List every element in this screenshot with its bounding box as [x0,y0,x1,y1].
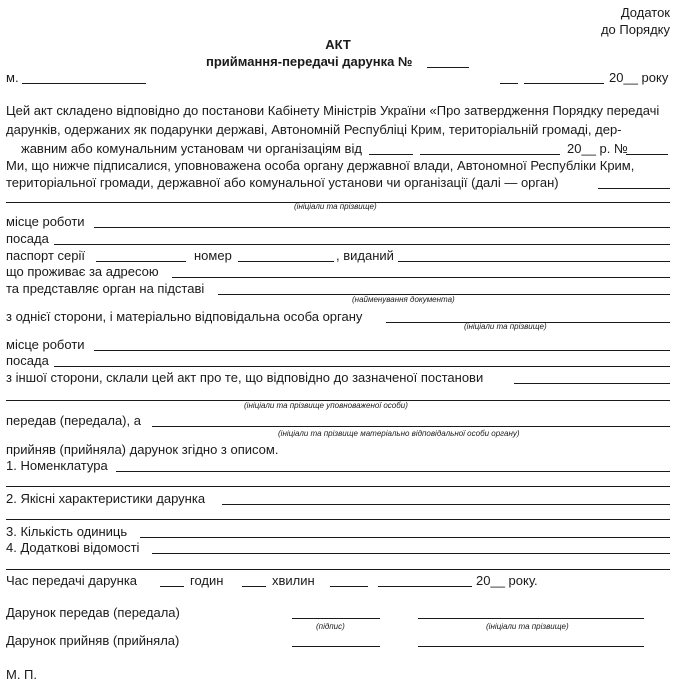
transfer-year: 20__ року. [476,573,538,588]
transfer-month-field[interactable] [378,586,472,587]
document-subtitle: приймання-передачі дарунка № [206,54,413,69]
minutes-label: хвилин [272,573,315,588]
additional-field[interactable] [152,553,670,554]
quality-field-2[interactable] [6,519,670,520]
accepted-by-label: Дарунок прийняв (прийняла) [6,633,180,648]
appendix-line-1: Додаток [620,5,670,20]
other-side-label: з іншої сторони, склали цей акт про те, що відповідно до зазначеної постанови [6,370,484,385]
position-label-2: посада [6,353,49,368]
workplace-label: місце роботи [6,214,85,229]
handed-by-label: Дарунок передав (передала) [6,605,180,620]
issued-label: , виданий [336,248,394,263]
appendix-line-2: до Порядку [600,22,670,37]
one-side-label: з однієї сторони, і матеріально відповідальна особа органу [6,309,363,324]
accepted-label: прийняв (прийняла) дарунок згідно з описом. [6,442,279,457]
residence-label: що проживає за адресою [6,264,159,279]
date-month-field[interactable] [524,83,604,84]
authorized-person-field-a[interactable] [598,188,670,189]
hours-field[interactable] [160,586,184,587]
hours-label: годин [190,573,224,588]
workplace-field-2[interactable] [94,350,670,351]
hint-initials: (ініціали та прізвище) [294,202,377,211]
passport-number-field[interactable] [238,261,334,262]
quality-field[interactable] [222,504,670,505]
act-number-field[interactable] [427,67,469,68]
hint-authorized: (ініціали та прізвище уповноваженої особи) [244,401,408,410]
intro-line-4: Ми, що нижче підписалися, уповноважена особа органу державної влади, Автономної Республіки Крим, [6,158,635,173]
date-year: 20__ року [609,70,669,85]
workplace-label-2: місце роботи [6,337,85,352]
date-day-field[interactable] [500,83,518,84]
minutes-field[interactable] [242,586,266,587]
accepted-name-field[interactable] [418,646,644,647]
hint-document-name: (найменування документа) [352,295,455,304]
intro-line-2: дарунків, одержаних як подарунки державі, Автономній Республіці Крим, територіальній громаді, дер- [6,122,622,137]
transfer-time-label: Час передачі дарунка [6,573,138,588]
intro-line-5: територіальної громади, державної або комунальної установи чи організації (далі — орган) [6,175,559,190]
handed-label: передав (передала), а [6,413,141,428]
place-prefix: м. [6,70,19,85]
handed-signature-field[interactable] [292,618,380,619]
passport-series-label: паспорт серії [6,248,86,263]
workplace-field[interactable] [94,227,670,228]
position-field-2[interactable] [54,366,670,367]
passport-number-label: номер [194,248,232,263]
position-label: посада [6,231,49,246]
intro-line-1: Цей акт складено відповідно до постанови Кабінету Міністрів України «Про затвердження Порядку передачі [6,103,660,118]
gift-field-a[interactable] [514,383,670,384]
nomenclature-label: 1. Номенклатура [6,458,108,473]
additional-field-2[interactable] [6,569,670,570]
place-field[interactable] [22,83,146,84]
giver-field[interactable] [369,154,413,155]
hint-responsible: (ініціали та прізвище матеріально відповідальної особи органу) [278,429,520,438]
issued-by-field[interactable] [398,261,670,262]
decree-number-field[interactable] [626,154,668,155]
document-title: АКТ [325,37,351,52]
stamp-placeholder: М. П. [6,667,38,682]
nomenclature-field[interactable] [116,471,670,472]
transfer-day-field[interactable] [330,586,368,587]
handed-name-field[interactable] [418,618,644,619]
quality-label: 2. Якісні характеристики дарунка [6,491,206,506]
decree-date-field[interactable] [420,154,560,155]
passport-series-field[interactable] [96,261,186,262]
position-field[interactable] [54,244,670,245]
intro-line-3: жавним або комунальним установам чи організаціям від [21,141,362,156]
additional-label: 4. Додаткові відомості [6,540,140,555]
represents-label: та представляє орган на підставі [6,281,205,296]
quantity-field[interactable] [140,537,670,538]
hint-initials-sign: (ініціали та прізвище) [486,622,569,631]
hint-signature: (підпис) [316,622,345,631]
hint-initials-2: (ініціали та прізвище) [464,322,547,331]
decree-year: 20__ р. № [567,141,628,156]
nomenclature-field-2[interactable] [6,486,670,487]
accepted-signature-field[interactable] [292,646,380,647]
handed-field[interactable] [152,426,670,427]
quantity-label: 3. Кількість одиниць [6,524,128,539]
residence-field[interactable] [172,277,670,278]
